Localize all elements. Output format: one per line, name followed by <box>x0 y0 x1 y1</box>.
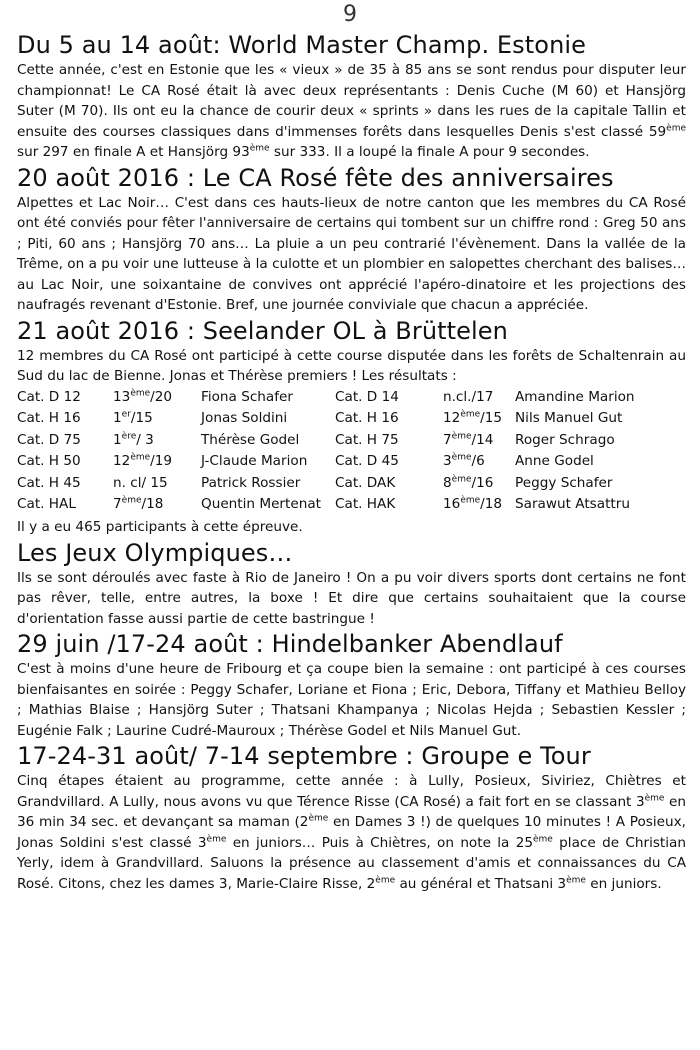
text-segment: en 36 min 34 sec. et devançant sa maman (2 <box>17 793 686 831</box>
rank-total: /18 <box>480 496 503 513</box>
section-paragraph <box>17 193 686 316</box>
section-paragraph <box>17 771 686 894</box>
result-name: Anne Godel <box>515 453 594 470</box>
section-paragraph <box>17 346 686 387</box>
sections-bottom <box>17 538 686 895</box>
rank-number: n.cl./17 <box>443 388 494 405</box>
result-row <box>17 451 686 473</box>
ordinal-suffix: ème <box>566 875 586 886</box>
rank-number: 12 <box>113 453 131 470</box>
rank-total: /18 <box>141 496 164 513</box>
text-segment: au général et Thatsani 3 <box>395 875 567 892</box>
rank-total: /20 <box>150 388 173 405</box>
section-paragraph <box>17 60 686 163</box>
rank-total: / 3 <box>136 431 154 448</box>
rank-number: 12 <box>443 410 461 427</box>
ordinal-suffix: ème <box>460 495 481 506</box>
result-category: Cat. D 45 <box>335 453 399 470</box>
rank-total: /14 <box>471 431 494 448</box>
result-category: Cat. DAK <box>335 474 396 491</box>
text-segment: Cinq étapes étaient au programme, cette année : à Lully, Posieux, Siviriez, Chiètres et Grandvillard. A Lully, nous avons vu que Térence Risse (CA Rosé) a fait fort en se classant 3 <box>17 773 686 810</box>
rank-number: n. cl/ 15 <box>113 474 168 491</box>
result-row <box>17 473 686 495</box>
ordinal-suffix: ère <box>121 431 137 442</box>
rank-total: /15 <box>480 410 503 427</box>
result-category: Cat. D 14 <box>335 388 399 405</box>
result-row <box>17 430 686 452</box>
ordinal-suffix: ème <box>666 122 686 133</box>
result-category: Cat. H 75 <box>335 431 399 448</box>
result-rank <box>443 494 515 516</box>
result-rank <box>443 451 515 473</box>
result-name: Amandine Marion <box>515 388 635 405</box>
result-rank <box>113 430 201 452</box>
ordinal-suffix: ème <box>308 813 329 824</box>
section-heading: 29 juin /17-24 août : Hindelbanker Abendlauf <box>17 630 563 659</box>
result-category: Cat. HAL <box>17 496 76 513</box>
rank-number: 13 <box>113 388 131 405</box>
result-category: Cat. H 45 <box>17 474 81 491</box>
ordinal-suffix: ème <box>451 431 472 442</box>
text-segment: en juniors… Puis à Chiètres, on note la 25 <box>226 834 533 851</box>
ordinal-suffix: ème <box>130 452 151 463</box>
results-footer: Il y a eu 465 participants à cette épreuve. <box>17 519 303 536</box>
rank-number: 1 <box>113 410 122 427</box>
result-rank <box>113 473 201 495</box>
results-table <box>17 387 686 517</box>
result-name: Roger Schrago <box>515 431 615 448</box>
result-rank <box>113 387 201 409</box>
ordinal-suffix: ème <box>460 409 481 420</box>
rank-total: /16 <box>471 474 494 491</box>
section-heading: Du 5 au 14 août: World Master Champ. Estonie <box>17 31 587 59</box>
result-row <box>17 494 686 516</box>
rank-number: 3 <box>443 453 452 470</box>
result-rank <box>113 494 201 516</box>
result-rank <box>113 408 201 430</box>
rank-number: 16 <box>443 496 461 513</box>
result-category: Cat. H 50 <box>17 453 81 470</box>
result-name: Nils Manuel Gut <box>515 410 623 427</box>
text-segment: sur 333. Il a loupé la finale A pour 9 secondes. <box>269 144 590 160</box>
result-row <box>17 387 686 409</box>
result-name: Fiona Schafer <box>201 388 293 405</box>
ordinal-suffix: ème <box>533 834 553 845</box>
text-segment: 12 membres du CA Rosé ont participé à cette course disputée dans les forêts de Schaltenrain au Sud du lac de Bienne. Jonas et Thérèse premiers ! Les résultats : <box>17 347 686 384</box>
result-category: Cat. H 16 <box>17 410 81 427</box>
result-name: Sarawut Atsattru <box>515 496 630 513</box>
rank-total: /19 <box>150 453 173 470</box>
section-heading: 21 août 2016 : Seelander OL à Brüttelen <box>17 316 508 345</box>
result-name: Patrick Rossier <box>201 474 301 491</box>
text-segment: Ils se sont déroulés avec faste à Rio de Janeiro ! On a pu voir divers sports dont certains ne font pas rêver, telle, entre autres, la boxe ! Et dire que certains souhaitaient que la course d'orientation fasse aussi partie de cette bastringue ! <box>17 569 686 627</box>
ordinal-suffix: ème <box>451 452 472 463</box>
section-heading: 17-24-31 août/ 7-14 septembre : Groupe e Tour <box>17 742 591 771</box>
text-segment: en juniors. <box>585 875 662 892</box>
sections-top <box>17 30 686 387</box>
section-heading: 20 août 2016 : Le CA Rosé fête des anniversaires <box>17 163 614 192</box>
result-name: Jonas Soldini <box>201 410 288 427</box>
result-rank <box>443 408 515 430</box>
ordinal-suffix: ème <box>206 834 227 845</box>
rank-number: 7 <box>113 496 122 513</box>
rank-total: /6 <box>471 453 485 470</box>
rank-total: /15 <box>130 410 153 427</box>
text-segment: sur 297 en finale A et Hansjörg 93 <box>17 144 250 160</box>
result-rank <box>113 451 201 473</box>
result-name: Quentin Mertenat <box>201 496 321 513</box>
text-segment: Cette année, c'est en Estonie que les « vieux » de 35 à 85 ans se sont rendus pour disputer leur championnat! Le CA Rosé était là avec deux représentants : Denis Cuche (M 60) et Hansjörg Suter (M 70). Ils ont eu la chance de courir deux « sprints » dans les rues de la capitale Tallin et ensuite des courses classiques dans d'immenses forêts dans lesquelles Denis s'est classé 59 <box>17 62 686 140</box>
result-name: J-Claude Marion <box>201 453 308 470</box>
result-name: Thérèse Godel <box>201 431 300 448</box>
document-body <box>17 30 686 894</box>
rank-number: 8 <box>443 474 452 491</box>
text-segment: place de Christian Yerly, idem à Grandvillard. Saluons la présence au classement d'amis et connaissances du CA Rosé. Citons, chez les dames 3, Marie-Claire Risse, 2 <box>17 834 686 892</box>
result-name: Peggy Schafer <box>515 474 613 491</box>
ordinal-suffix: ème <box>130 387 151 398</box>
result-row <box>17 408 686 430</box>
result-rank <box>443 430 515 452</box>
ordinal-suffix: ème <box>375 875 396 886</box>
text-segment: Alpettes et Lac Noir… C'est dans ces hauts-lieux de notre canton que les membres du CA Rosé ont été conviés pour fêter l'anniversaire de certains qui tombent sur un chiffre rond : Greg 50 ans ; Piti, 60 ans ; Hansjörg 70 ans… La pluie a un peu contrarié l'évènement. Dans la vallée de la Trême, on a pu voir une lutteuse à la culotte et un plombier en salopettes cherchant des balises… au Lac Noir, une soixantaine de convives ont apprécié l'apéro-dinatoire et les projections des naufragés revenant d'Estonie. Bref, une journée conviviale que chacun a appréciée. <box>17 194 686 313</box>
ordinal-suffix: ème <box>121 495 142 506</box>
rank-number: 1 <box>113 431 122 448</box>
result-category: Cat. H 16 <box>335 410 399 427</box>
rank-number: 7 <box>443 431 452 448</box>
text-segment: C'est à moins d'une heure de Fribourg et ça coupe bien la semaine : ont participé à ces courses bienfaisantes en soirée : Peggy Schafer, Loriane et Fiona ; Eric, Debora, Tiffany et Mathieu Belloy ; Mathias Blaise ; Hansjörg Suter ; Thatsani Khampanya ; Nicolas Hejda ; Sebastien Kessler ; Eugénie Falk ; Laurine Cudré-Mauroux ; Thérèse Godel et Nils Manuel Gut. <box>17 661 686 739</box>
ordinal-suffix: ème <box>451 474 472 485</box>
result-category: Cat. D 75 <box>17 431 81 448</box>
ordinal-suffix: ème <box>249 143 270 154</box>
ordinal-suffix: er <box>121 409 131 420</box>
result-category: Cat. D 12 <box>17 388 81 405</box>
ordinal-suffix: ème <box>644 793 665 804</box>
result-category: Cat. HAK <box>335 496 396 513</box>
result-rank <box>443 387 515 409</box>
result-rank <box>443 473 515 495</box>
section-paragraph <box>17 659 686 741</box>
text-segment: en Dames 3 !) de quelques 10 minutes ! A Posieux, Jonas Soldini s'est classé 3 <box>17 814 686 851</box>
page-number: 9 <box>343 2 357 27</box>
section-heading: Les Jeux Olympiques… <box>17 538 293 567</box>
section-paragraph <box>17 568 686 630</box>
